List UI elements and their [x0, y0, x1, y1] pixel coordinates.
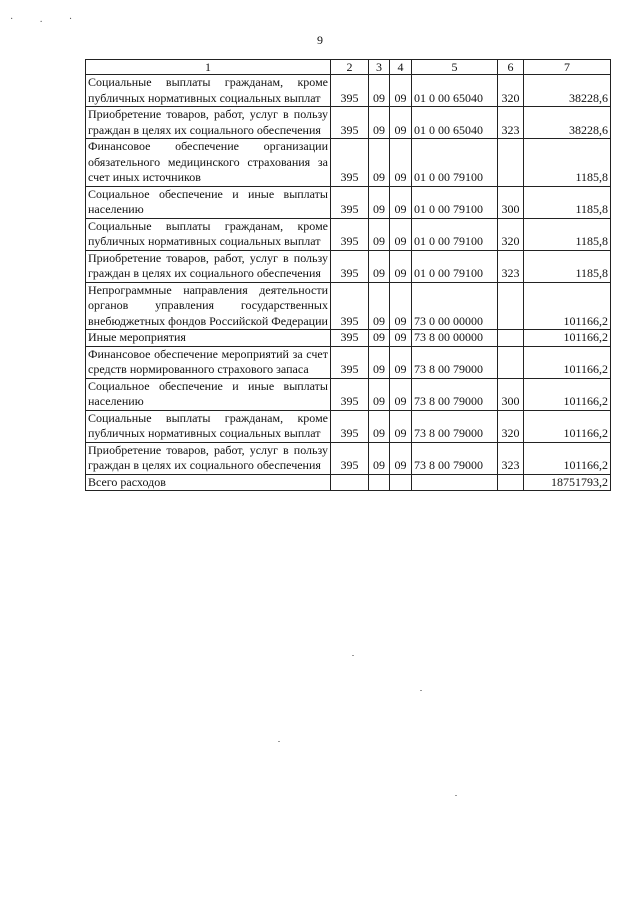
header-col-3: 3 [369, 60, 390, 75]
row-target-code: 01 0 00 79100 [412, 139, 498, 187]
row-expense-type: 300 [498, 186, 524, 218]
scan-speck [455, 795, 457, 796]
row-expense-type: 323 [498, 250, 524, 282]
row-expense-type [498, 346, 524, 378]
table-row [86, 139, 611, 187]
header-col-7: 7 [524, 60, 611, 75]
total-label: Всего расходов [86, 474, 331, 491]
table-row [86, 282, 611, 330]
total-empty-cell [369, 474, 390, 491]
row-section: 09 [369, 75, 390, 107]
table-header-row [86, 60, 611, 75]
row-name: Финансовое обеспечение организации обязательного медицинского страхования за счет иных источников [86, 139, 331, 187]
row-section: 09 [369, 330, 390, 347]
row-name: Социальное обеспечение и иные выплаты населению [86, 378, 331, 410]
row-subsection: 09 [390, 75, 412, 107]
row-admin-code: 395 [331, 330, 369, 347]
row-expense-type: 320 [498, 75, 524, 107]
table-row [86, 218, 611, 250]
row-amount: 1185,8 [524, 250, 611, 282]
total-empty-cell [412, 474, 498, 491]
header-col-4: 4 [390, 60, 412, 75]
row-name: Финансовое обеспечение мероприятий за счет средств нормированного страхового запаса [86, 346, 331, 378]
row-target-code: 01 0 00 79100 [412, 250, 498, 282]
row-subsection: 09 [390, 107, 412, 139]
page-number: 9 [317, 33, 323, 47]
row-admin-code: 395 [331, 75, 369, 107]
table-row [86, 186, 611, 218]
row-name: Приобретение товаров, работ, услуг в пользу граждан в целях их социального обеспечения [86, 107, 331, 139]
row-amount: 38228,6 [524, 75, 611, 107]
row-target-code: 01 0 00 65040 [412, 107, 498, 139]
row-name: Иные мероприятия [86, 330, 331, 347]
row-target-code: 01 0 00 79100 [412, 186, 498, 218]
row-name: Приобретение товаров, работ, услуг в пользу граждан в целях их социального обеспечения [86, 250, 331, 282]
row-name: Социальные выплаты гражданам, кроме публичных нормативных социальных выплат [86, 218, 331, 250]
scan-speck [420, 690, 422, 691]
row-target-code: 73 0 00 00000 [412, 282, 498, 330]
row-admin-code: 395 [331, 282, 369, 330]
row-amount: 101166,2 [524, 378, 611, 410]
row-subsection: 09 [390, 378, 412, 410]
row-target-code: 73 8 00 79000 [412, 346, 498, 378]
table-row [86, 250, 611, 282]
row-amount: 101166,2 [524, 442, 611, 474]
total-empty-cell [390, 474, 412, 491]
row-section: 09 [369, 346, 390, 378]
header-col-2: 2 [331, 60, 369, 75]
scan-speck [352, 655, 354, 656]
budget-table [85, 59, 611, 491]
total-empty-cell [331, 474, 369, 491]
row-target-code: 73 8 00 79000 [412, 410, 498, 442]
table-row [86, 107, 611, 139]
row-admin-code: 395 [331, 442, 369, 474]
row-section: 09 [369, 139, 390, 187]
row-subsection: 09 [390, 442, 412, 474]
row-admin-code: 395 [331, 378, 369, 410]
row-section: 09 [369, 442, 390, 474]
row-subsection: 09 [390, 410, 412, 442]
row-expense-type: 323 [498, 442, 524, 474]
row-target-code: 01 0 00 79100 [412, 218, 498, 250]
row-amount: 101166,2 [524, 282, 611, 330]
header-col-1: 1 [86, 60, 331, 75]
row-expense-type: 320 [498, 410, 524, 442]
row-name: Социальные выплаты гражданам, кроме публичных нормативных социальных выплат [86, 410, 331, 442]
row-expense-type: 320 [498, 218, 524, 250]
row-admin-code: 395 [331, 218, 369, 250]
row-subsection: 09 [390, 282, 412, 330]
row-admin-code: 395 [331, 346, 369, 378]
row-admin-code: 395 [331, 410, 369, 442]
row-section: 09 [369, 218, 390, 250]
row-subsection: 09 [390, 218, 412, 250]
table-row [86, 378, 611, 410]
row-expense-type: 300 [498, 378, 524, 410]
table-row [86, 330, 611, 347]
total-empty-cell [498, 474, 524, 491]
row-target-code: 73 8 00 79000 [412, 378, 498, 410]
total-amount: 18751793,2 [524, 474, 611, 491]
scan-speck [278, 741, 280, 742]
row-subsection: 09 [390, 346, 412, 378]
row-amount: 101166,2 [524, 330, 611, 347]
row-admin-code: 395 [331, 186, 369, 218]
row-expense-type [498, 139, 524, 187]
row-section: 09 [369, 378, 390, 410]
row-target-code: 73 8 00 79000 [412, 442, 498, 474]
row-section: 09 [369, 410, 390, 442]
row-name: Социальные выплаты гражданам, кроме публичных нормативных социальных выплат [86, 75, 331, 107]
row-section: 09 [369, 250, 390, 282]
row-admin-code: 395 [331, 139, 369, 187]
row-amount: 101166,2 [524, 410, 611, 442]
row-amount: 38228,6 [524, 107, 611, 139]
row-expense-type [498, 282, 524, 330]
header-col-6: 6 [498, 60, 524, 75]
row-section: 09 [369, 107, 390, 139]
header-col-5: 5 [412, 60, 498, 75]
table-row [86, 346, 611, 378]
row-amount: 101166,2 [524, 346, 611, 378]
row-amount: 1185,8 [524, 218, 611, 250]
row-expense-type [498, 330, 524, 347]
table-row [86, 442, 611, 474]
row-admin-code: 395 [331, 250, 369, 282]
row-amount: 1185,8 [524, 186, 611, 218]
row-expense-type: 323 [498, 107, 524, 139]
row-target-code: 01 0 00 65040 [412, 75, 498, 107]
row-subsection: 09 [390, 330, 412, 347]
row-subsection: 09 [390, 139, 412, 187]
row-name: Непрограммные направления деятельности органов управления государственных внебюджетных фондов Российской Федерации [86, 282, 331, 330]
row-admin-code: 395 [331, 107, 369, 139]
row-section: 09 [369, 186, 390, 218]
row-section: 09 [369, 282, 390, 330]
total-row [86, 474, 611, 491]
table-row [86, 410, 611, 442]
row-amount: 1185,8 [524, 139, 611, 187]
row-name: Социальное обеспечение и иные выплаты населению [86, 186, 331, 218]
row-subsection: 09 [390, 186, 412, 218]
table-row [86, 75, 611, 107]
row-subsection: 09 [390, 250, 412, 282]
scan-specks: · . · [10, 14, 85, 25]
row-name: Приобретение товаров, работ, услуг в пользу граждан в целях их социального обеспечения [86, 442, 331, 474]
row-target-code: 73 8 00 00000 [412, 330, 498, 347]
